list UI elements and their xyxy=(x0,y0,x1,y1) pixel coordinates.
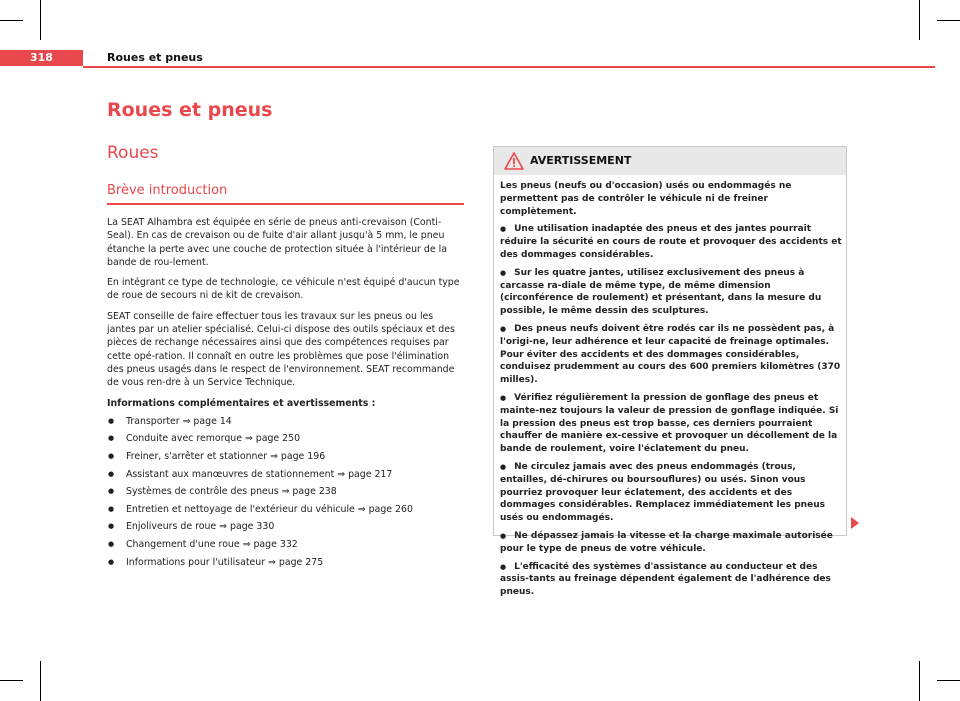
header-rule xyxy=(83,66,935,68)
subsection-title: Brève introduction xyxy=(107,183,228,198)
crop-mark xyxy=(0,20,23,21)
related-link[interactable]: ● Assistant aux manœuvres de stationnement ⇒ page 217 xyxy=(107,468,464,481)
paragraph: SEAT conseille de faire effectuer tous les travaux sur les pneus ou les jantes par un atelier spécialisé. Celui-ci dispose des outils spéciaux et des pièces de rechange nécessaires ainsi que des compétences requises par cette opé-ration. Il connaît en outre les problèmes que pose l'élimination des pneus usagés dans le respect de l'environnement. SEAT recommande de vous ren-dre à un Service Technique. xyxy=(107,310,455,389)
warning-triangle-icon xyxy=(504,152,524,170)
warning-item: ● Une utilisation inadaptée des pneus et des jantes pourrait réduire la sécurité en cours de route et provoquer des accidents et des dommages considérables. xyxy=(500,224,842,260)
crop-mark xyxy=(919,661,920,701)
warning-item: ● Ne dépassez jamais la vitesse et la charge maximale autorisée pour le type de pneus de votre véhicule. xyxy=(500,530,833,554)
related-info-heading: Informations complémentaires et avertissements : xyxy=(107,397,376,409)
section-title: Roues xyxy=(107,143,159,163)
warning-header xyxy=(494,147,846,175)
related-link[interactable]: ● Freiner, s'arrêter et stationner ⇒ page 196 xyxy=(107,450,464,463)
left-column xyxy=(107,216,464,573)
page-number: 318 xyxy=(30,51,53,64)
related-link[interactable]: ● Changement d'une roue ⇒ page 332 xyxy=(107,538,464,551)
warning-item: ● L'efficacité des systèmes d'assistance au conducteur et des assis-tants au freinage dépendent également de l'adhérence des pneus. xyxy=(500,561,831,598)
running-header-title: Roues et pneus xyxy=(107,51,203,64)
related-link[interactable]: ● Systèmes de contrôle des pneus ⇒ page 238 xyxy=(107,485,464,498)
warning-item: ● Sur les quatre jantes, utilisez exclusivement des pneus à carcasse ra-diale de même type, de même dimension (circonférence de roulement) et présentant, dans la mesure du possible, le même dessin des sculptures. xyxy=(500,267,822,317)
crop-mark xyxy=(40,661,41,701)
crop-mark xyxy=(937,680,960,681)
related-link[interactable]: ● Conduite avec remorque ⇒ page 250 xyxy=(107,432,464,445)
warning-item: ● Des pneus neufs doivent être rodés car ils ne possèdent pas, à l'origi-ne, leur adhérence et leur capacité de freinage optimales. Pour éviter des accidents et des dommages considérables, conduisez prudemment au cours des 600 premiers kilomètres (370 milles). xyxy=(500,323,841,386)
related-link[interactable]: ● Entretien et nettoyage de l'extérieur du véhicule ⇒ page 260 xyxy=(107,503,464,516)
warning-title: AVERTISSEMENT xyxy=(530,154,632,167)
warning-item: ● Ne circulez jamais avec des pneus endommagés (trous, entailles, dé-chirures ou boursouflures) ou usés. Sinon vous pourriez provoquer leur éclatement, des accidents et des dommages considérables. Remplacez immédiatement les pneus usés ou endommagés. xyxy=(500,461,825,524)
warning-box xyxy=(493,146,847,598)
crop-mark xyxy=(0,680,23,681)
warning-item: ● Vérifiez régulièrement la pression de gonflage des pneus et mainte-nez toujours la valeur de pression de gonflage indiquée. Si la pression des pneus est trop basse, ces derniers pourraient chauffer de manière ex-cessive et provoquer un décollement de la bande de roulement, voire l'éclatement du pneu. xyxy=(500,392,839,455)
crop-mark xyxy=(919,0,920,40)
related-links-list xyxy=(107,415,464,569)
subsection-rule xyxy=(107,203,464,205)
related-link[interactable]: ● Informations pour l'utilisateur ⇒ page 275 xyxy=(107,556,464,569)
chapter-title: Roues et pneus xyxy=(107,99,273,121)
continued-arrow-icon xyxy=(851,517,859,529)
warning-intro: Les pneus (neufs ou d'occasion) usés ou endommagés ne permettent pas de contrôler le véhicule ni de freiner complètement. xyxy=(500,181,792,217)
paragraph: En intégrant ce type de technologie, ce véhicule n'est équipé d'aucun type de roue de secours ni de kit de crevaison. xyxy=(107,277,460,302)
warning-list xyxy=(500,223,842,599)
warning-body xyxy=(500,180,842,604)
related-link[interactable]: ● Enjoliveurs de roue ⇒ page 330 xyxy=(107,520,464,533)
crop-mark xyxy=(937,20,960,21)
crop-mark xyxy=(40,0,41,40)
related-link[interactable]: ● Transporter ⇒ page 14 xyxy=(107,415,464,428)
paragraph: La SEAT Alhambra est équipée en série de pneus anti-crevaison (Conti-Seal). En cas de crevaison ou de fuite d'air allant jusqu'à 5 mm, le pneu étanche la perte avec une couche de protection située à l'intérieur de la bande de rou-lement. xyxy=(107,217,447,268)
page-number-badge xyxy=(0,50,83,66)
